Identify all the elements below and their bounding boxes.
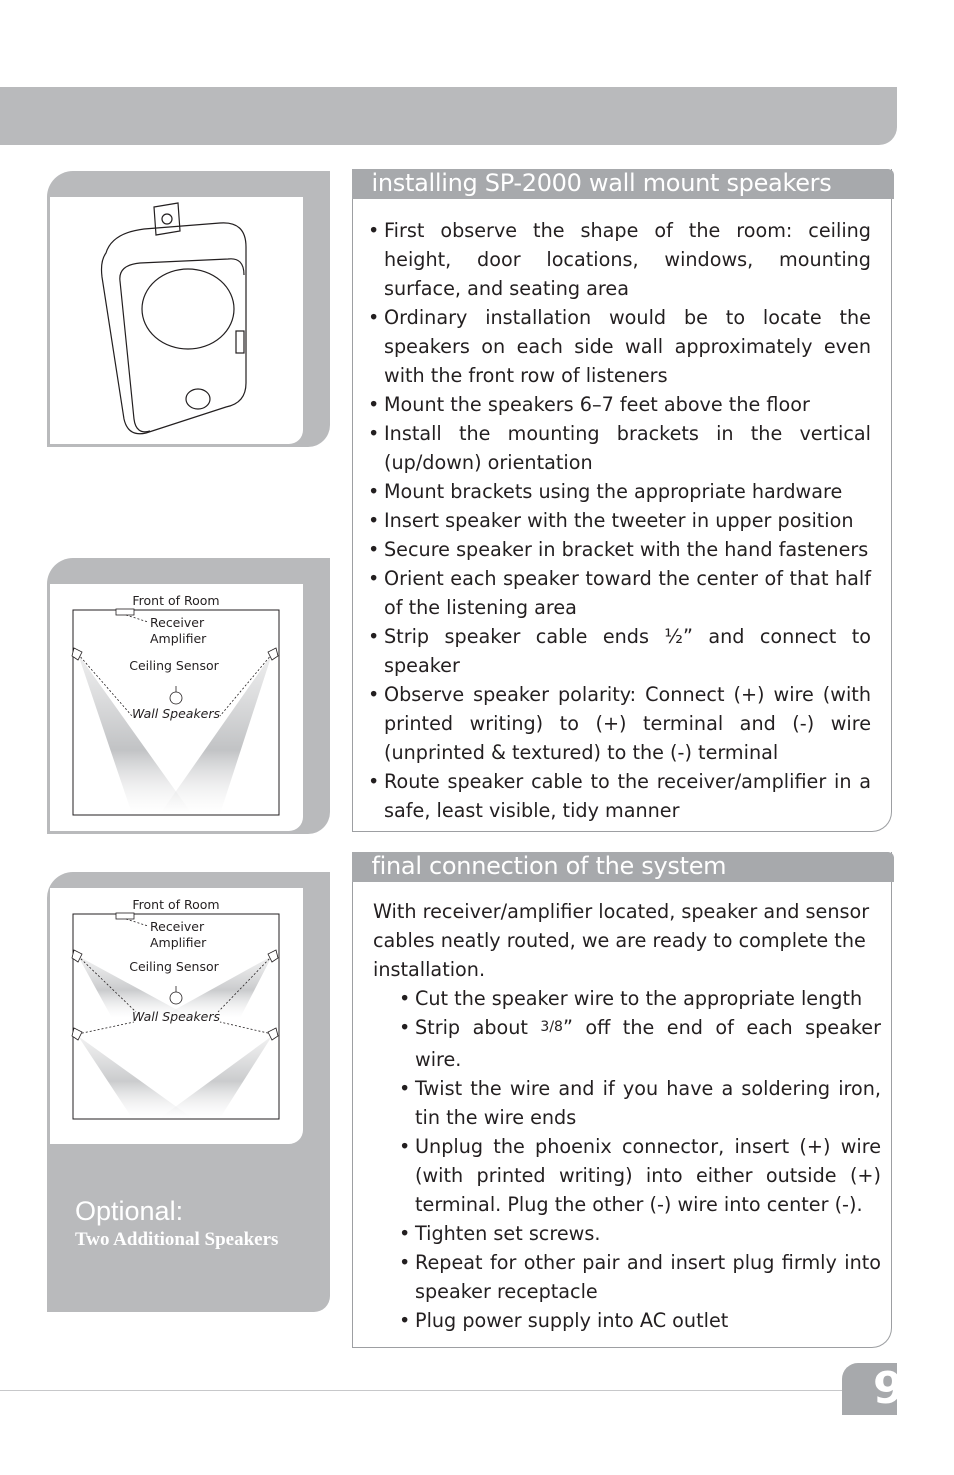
page-number-tab bbox=[842, 1363, 904, 1415]
receiver-box bbox=[116, 913, 134, 919]
wall-speakers-label: Wall Speakers bbox=[131, 706, 221, 721]
top-header-band bbox=[0, 87, 897, 145]
right-speaker-beam bbox=[160, 654, 272, 814]
page-number: 9 bbox=[873, 1363, 904, 1414]
rear-right-beam bbox=[160, 1036, 272, 1118]
bracket-screw bbox=[162, 214, 172, 224]
front-of-room-label: Front of Room bbox=[132, 593, 220, 608]
tweeter-outline bbox=[186, 389, 210, 409]
list-item: • Plug power supply into AC outlet bbox=[399, 1306, 881, 1335]
optional-subtitle: Two Additional Speakers bbox=[75, 1229, 279, 1250]
speaker-illustration-frame bbox=[50, 197, 303, 444]
ceiling-sensor-icon bbox=[170, 992, 182, 1004]
list-item: • First observe the shape of the room: ceiling height, door locations, windows, mounting surface, and seating area bbox=[368, 216, 871, 303]
two-speaker-room-diagram bbox=[72, 584, 282, 824]
four-speaker-diagram-frame bbox=[50, 888, 303, 1144]
speaker-illustration-panel bbox=[47, 171, 330, 447]
bracket-tab bbox=[154, 203, 180, 235]
list-item: • Insert speaker with the tweeter in upper position bbox=[368, 506, 871, 535]
receiver-box bbox=[116, 609, 134, 615]
list-item: • Observe speaker polarity: Connect (+) wire (with printed writing) to (+) terminal and (-) wire (unprinted & textured) to the (-) terminal bbox=[368, 680, 871, 767]
fraction-three-eighths: 3/8 bbox=[540, 1019, 563, 1035]
installing-section-header bbox=[352, 169, 894, 199]
wall-speaker-illustration bbox=[50, 197, 303, 444]
final-connection-steps-list bbox=[399, 984, 881, 1335]
installing-steps-list bbox=[368, 216, 871, 825]
list-item: • Route speaker cable to the receiver/amplifier in a safe, least visible, tidy manner bbox=[368, 767, 871, 825]
footer-divider bbox=[0, 1390, 842, 1391]
list-item: • Tighten set screws. bbox=[399, 1219, 881, 1248]
list-item: • Unplug the phoenix connector, insert (+) wire (with printed writing) into either outside (+) terminal. Plug the other (-) wire into center (-). bbox=[399, 1132, 881, 1219]
strip-text-start: Strip about bbox=[415, 1016, 541, 1039]
list-item: • Orient each speaker toward the center of that half of the listening area bbox=[368, 564, 871, 622]
list-item: • Strip speaker cable ends ½” and connect to speaker bbox=[368, 622, 871, 680]
list-item: • Repeat for other pair and insert plug firmly into speaker receptacle bbox=[399, 1248, 881, 1306]
ceiling-sensor-icon bbox=[170, 692, 182, 704]
front-of-room-label: Front of Room bbox=[132, 897, 220, 912]
two-speaker-diagram-panel bbox=[47, 558, 330, 834]
four-speaker-room-diagram bbox=[72, 888, 282, 1128]
amplifier-label: Amplifier bbox=[150, 631, 207, 646]
installing-section bbox=[352, 169, 892, 832]
list-item: • Twist the wire and if you have a soldering iron, tin the wire ends bbox=[399, 1074, 881, 1132]
speaker-body bbox=[102, 223, 247, 434]
amplifier-label: Amplifier bbox=[150, 935, 207, 950]
woofer-outline bbox=[142, 269, 234, 349]
left-speaker-beam bbox=[78, 654, 192, 814]
list-item: • Ordinary installation would be to locate the speakers on each side wall approximately even with the front row of listeners bbox=[368, 303, 871, 390]
final-connection-title: final connection of the system bbox=[371, 852, 727, 880]
installing-section-title: installing SP-2000 wall mount speakers bbox=[371, 169, 832, 197]
ceiling-sensor-label: Ceiling Sensor bbox=[129, 959, 219, 974]
list-item: • Cut the speaker wire to the appropriate length bbox=[399, 984, 881, 1013]
final-connection-header bbox=[352, 852, 894, 882]
ceiling-sensor-label: Ceiling Sensor bbox=[129, 658, 219, 673]
two-speaker-diagram-frame bbox=[50, 584, 303, 831]
port-slot bbox=[236, 331, 244, 353]
list-item bbox=[399, 1013, 881, 1074]
wall-speakers-label: Wall Speakers bbox=[131, 1009, 221, 1024]
receiver-label: Receiver bbox=[150, 919, 205, 934]
final-connection-section bbox=[352, 852, 892, 1348]
receiver-label: Receiver bbox=[150, 615, 205, 630]
strip-text-end: ” off the end of each speaker wire. bbox=[415, 1016, 881, 1071]
list-item: • Mount the speakers 6–7 feet above the floor bbox=[368, 390, 871, 419]
list-item: • Mount brackets using the appropriate hardware bbox=[368, 477, 871, 506]
rear-left-beam bbox=[78, 1036, 192, 1118]
optional-title: Optional: bbox=[75, 1196, 184, 1226]
list-item: • Secure speaker in bracket with the hand fasteners bbox=[368, 535, 871, 564]
list-item: • Install the mounting brackets in the vertical (up/down) orientation bbox=[368, 419, 871, 477]
four-speaker-diagram-panel bbox=[47, 872, 330, 1312]
final-connection-intro: With receiver/amplifier located, speaker and sensor cables neatly routed, we are ready to complete the installation. bbox=[373, 900, 870, 981]
